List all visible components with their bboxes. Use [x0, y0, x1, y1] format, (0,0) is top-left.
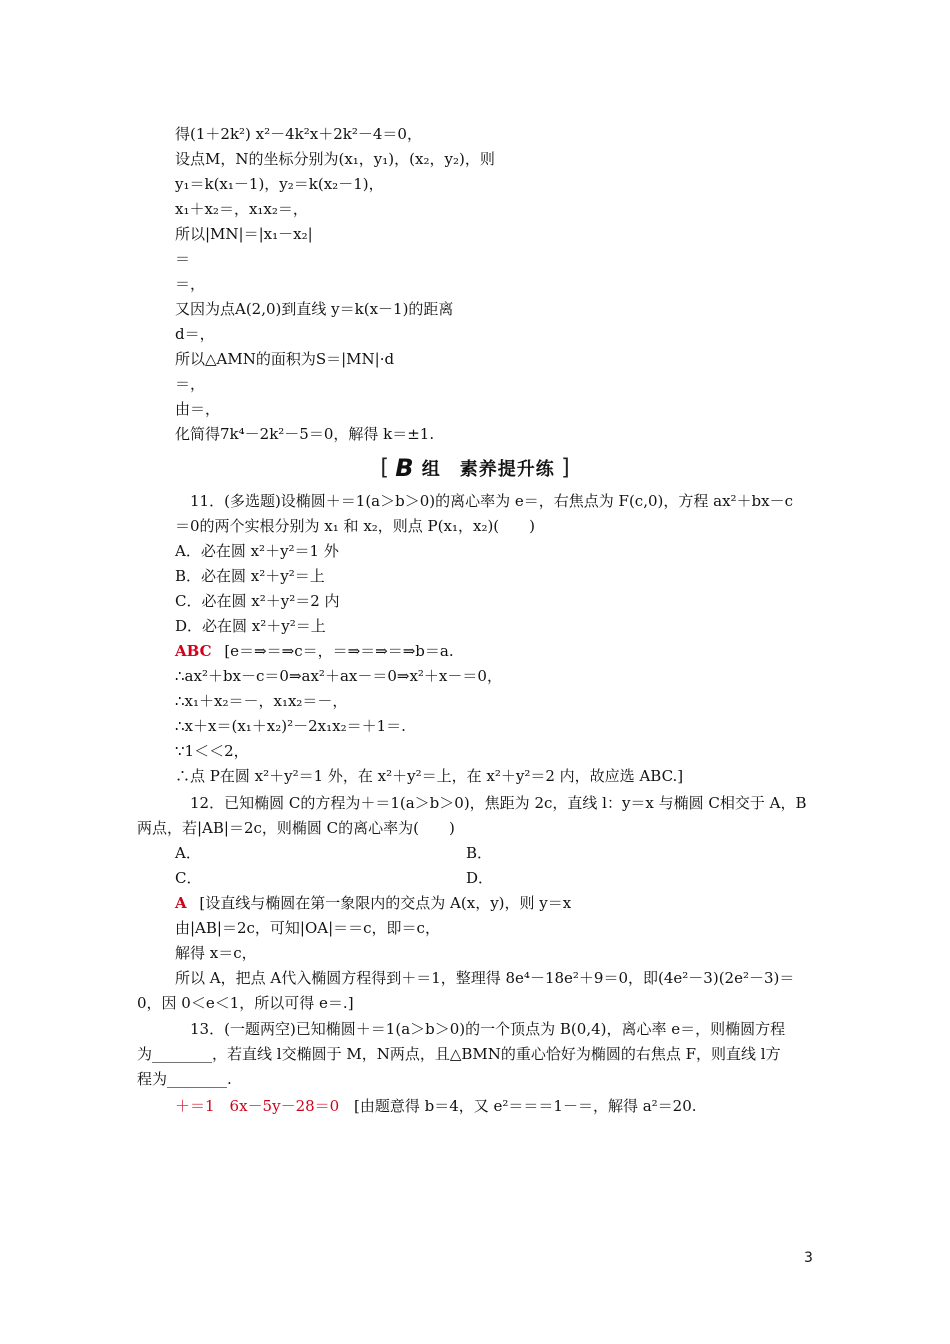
- q11-answer: ABC: [175, 642, 212, 660]
- q12-option-b: B．: [466, 844, 493, 862]
- q11-solution: ∴x＋x＝(x₁＋x₂)²－2x₁x₂＝＋1＝.: [175, 717, 406, 735]
- q11-solution: [175, 641, 454, 661]
- q12-text: 12．已知椭圆 C的方程为＋＝1(a＞b＞0)，焦距为 2c，直线 l：y＝x 与椭圆 C相交于 A，B: [190, 794, 807, 812]
- left-bracket: [: [380, 455, 389, 481]
- q13-solution: [175, 1096, 697, 1116]
- text-line: 设点M，N的坐标分别为(x₁，y₁)，(x₂，y₂)，则: [175, 150, 495, 168]
- text-line: 所以|MN|＝|x₁－x₂|: [175, 225, 313, 243]
- text-line: ＝，: [175, 375, 206, 393]
- q11-option-d: D．必在圆 x²＋y²＝上: [175, 617, 326, 635]
- section-header: [0, 454, 950, 482]
- section-title: 组 素养提升练: [421, 459, 555, 480]
- q13-text: 13．(一题两空)已知椭圆＋＝1(a＞b＞0)的一个顶点为 B(0,4)，离心率 e＝，则椭圆方程: [190, 1020, 786, 1038]
- q12-solution-text: [设直线与椭圆在第一象限内的交点为 A(x，y)，则 y＝x: [199, 894, 572, 912]
- text-line: 由＝，: [175, 400, 221, 418]
- q11-solution: ∵1＜＜2，: [175, 742, 249, 760]
- text-line: 所以△AMN的面积为S＝|MN|·d: [175, 350, 395, 368]
- q11-text: ＝0的两个实根分别为 x₁ 和 x₂，则点 P(x₁，x₂)( ): [175, 517, 536, 535]
- q12-option-d: D．: [466, 869, 494, 887]
- text-line: 得(1＋2k²) x²－4k²x＋2k²－4＝0，: [175, 125, 422, 143]
- q12-answer: A: [175, 894, 187, 912]
- q13-answer: ＋＝1 6x－5y－28＝0: [175, 1097, 340, 1115]
- q12-text: 两点，若|AB|＝2c，则椭圆 C的离心率为( ): [137, 819, 455, 837]
- b-group-icon: B: [395, 454, 414, 482]
- text-line: 又因为点A(2,0)到直线 y＝k(x－1)的距离: [175, 300, 454, 318]
- q11-solution: ∴ax²＋bx－c＝0⇒ax²＋ax－＝0⇒x²＋x－＝0，: [175, 667, 502, 685]
- q12-option-a: A．: [175, 844, 201, 862]
- q11-option-c: C．必在圆 x²＋y²＝2 内: [175, 592, 340, 610]
- q11-text: 11．(多选题)设椭圆＋＝1(a＞b＞0)的离心率为 e＝，右焦点为 F(c,0)，方程 ax²＋bx－c: [190, 492, 794, 510]
- page-number: 3: [804, 1250, 813, 1266]
- q13-solution-text: [由题意得 b＝4，又 e²＝＝＝1－＝，解得 a²＝20.: [353, 1097, 697, 1115]
- text-line: 化简得7k⁴－2k²－5＝0，解得 k＝±1.: [175, 425, 435, 443]
- q11-solution: ∴x₁＋x₂＝－，x₁x₂＝－，: [175, 692, 348, 710]
- q12-solution: 解得 x＝c，: [175, 944, 257, 962]
- q13-text: 为________，若直线 l交椭圆于 M，N两点，且△BMN的重心恰好为椭圆的右焦点 F，则直线 l方: [137, 1045, 781, 1063]
- q12-solution: 由|AB|＝2c，可知|OA|＝＝c，即＝c，: [175, 919, 440, 937]
- q12-solution: [175, 893, 571, 913]
- q12-solution: 0，因 0＜e＜1，所以可得 e＝.]: [137, 994, 354, 1012]
- text-line: x₁＋x₂＝，x₁x₂＝，: [175, 200, 308, 218]
- text-line: ＝，: [175, 275, 206, 293]
- q11-option-a: A．必在圆 x²＋y²＝1 外: [175, 542, 339, 560]
- q12-solution: 所以 A，把点 A代入椭圆方程得到＋＝1，整理得 8e⁴－18e²＋9＝0，即(4e²－3)(2e²－3)＝: [175, 969, 795, 987]
- q11-solution: ∴点 P在圆 x²＋y²＝1 外，在 x²＋y²＝上，在 x²＋y²＝2 内，故应选 ABC.]: [175, 767, 684, 785]
- text-line: ＝: [175, 250, 191, 268]
- text-line: d＝，: [175, 325, 215, 343]
- q11-option-b: B．必在圆 x²＋y²＝上: [175, 567, 325, 585]
- q12-option-c: C．: [175, 869, 202, 887]
- right-bracket: ]: [561, 455, 570, 481]
- q11-solution-text: [e＝⇒＝⇒c＝，＝⇒＝⇒＝⇒b＝a.: [224, 642, 454, 660]
- text-line: y₁＝k(x₁－1)，y₂＝k(x₂－1)，: [175, 175, 384, 193]
- q13-text: 程为________.: [137, 1070, 232, 1088]
